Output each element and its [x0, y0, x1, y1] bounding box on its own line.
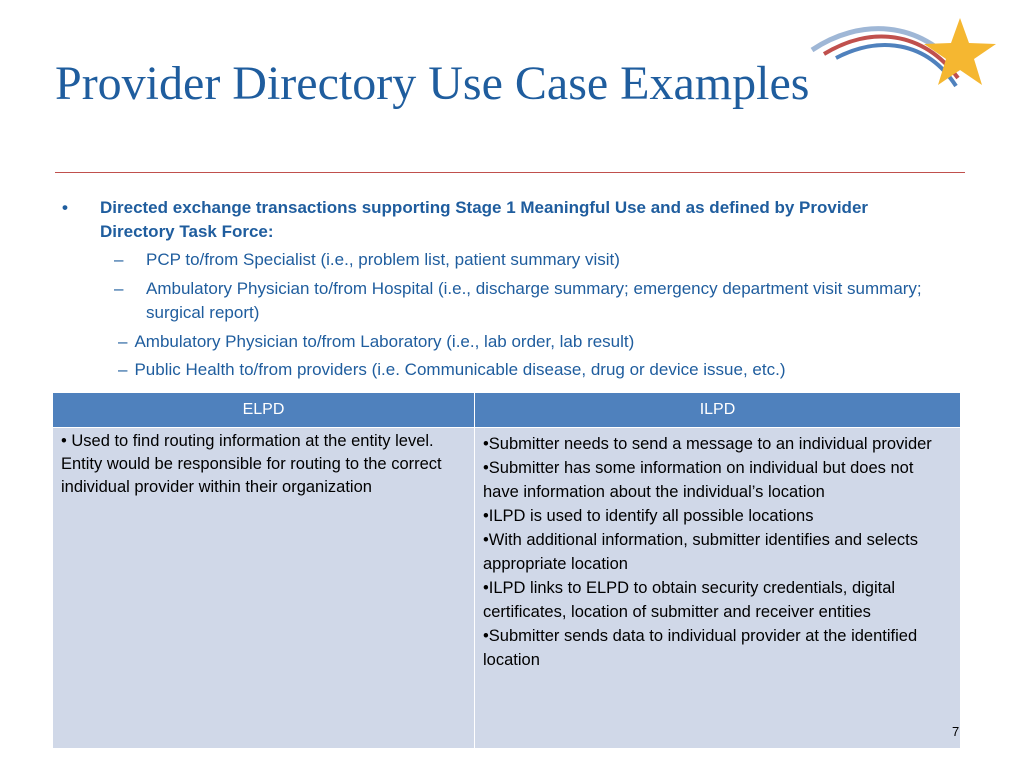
- sub-bullet-text: Ambulatory Physician to/from Hospital (i.e., discharge summary; emergency department visit summary; surgical report): [146, 279, 922, 322]
- sub-bullet-text: PCP to/from Specialist (i.e., problem list, patient summary visit): [146, 250, 620, 269]
- ilpd-item: •Submitter sends data to individual provider at the identified location: [483, 627, 918, 669]
- elpd-description: • Used to find routing information at the entity level. Entity would be responsible for routing to the correct individual provider within their organization: [53, 428, 475, 749]
- column-header-elpd: ELPD: [53, 393, 475, 428]
- directory-comparison-table: [52, 392, 961, 749]
- main-bullet-text: Directed exchange transactions supporting Stage 1 Meaningful Use and as defined by Provider Directory Task Force:: [100, 198, 869, 241]
- ilpd-description: [475, 428, 961, 749]
- table-row: [53, 428, 961, 749]
- dash-marker: –: [118, 360, 128, 379]
- dash-marker: –: [114, 279, 124, 298]
- sub-bullet-text: Public Health to/from providers (i.e. Communicable disease, drug or device issue, etc.): [134, 360, 786, 379]
- main-bullet: [62, 196, 930, 244]
- ilpd-item: •Submitter has some information on individual but does not have information about the individual’s location: [483, 459, 914, 501]
- sub-bullet-pcp-specialist: [114, 248, 946, 272]
- ilpd-item: •With additional information, submitter identifies and selects appropriate location: [483, 531, 918, 573]
- sub-bullet-text: Ambulatory Physician to/from Laboratory (i.e., lab order, lab result): [134, 332, 635, 351]
- sub-bullet-public-health: [118, 358, 938, 382]
- title-divider: [55, 172, 965, 173]
- dash-marker: –: [114, 250, 124, 269]
- hitsp-star-logo: [810, 10, 1010, 100]
- sub-bullet-physician-hospital: [114, 277, 966, 325]
- ilpd-item: •Submitter needs to send a message to an individual provider: [483, 435, 932, 453]
- bullet-marker: •: [62, 198, 68, 217]
- column-header-ilpd: ILPD: [475, 393, 961, 428]
- dash-marker: –: [118, 332, 128, 351]
- sub-bullet-physician-laboratory: [118, 330, 938, 354]
- ilpd-item: •ILPD is used to identify all possible locations: [483, 507, 814, 525]
- ilpd-item: •ILPD links to ELPD to obtain security credentials, digital certificates, location of submitter and receiver entities: [483, 579, 896, 621]
- slide-title: Provider Directory Use Case Examples: [55, 57, 810, 110]
- table-header-row: [53, 393, 961, 428]
- page-number: 7: [952, 724, 960, 739]
